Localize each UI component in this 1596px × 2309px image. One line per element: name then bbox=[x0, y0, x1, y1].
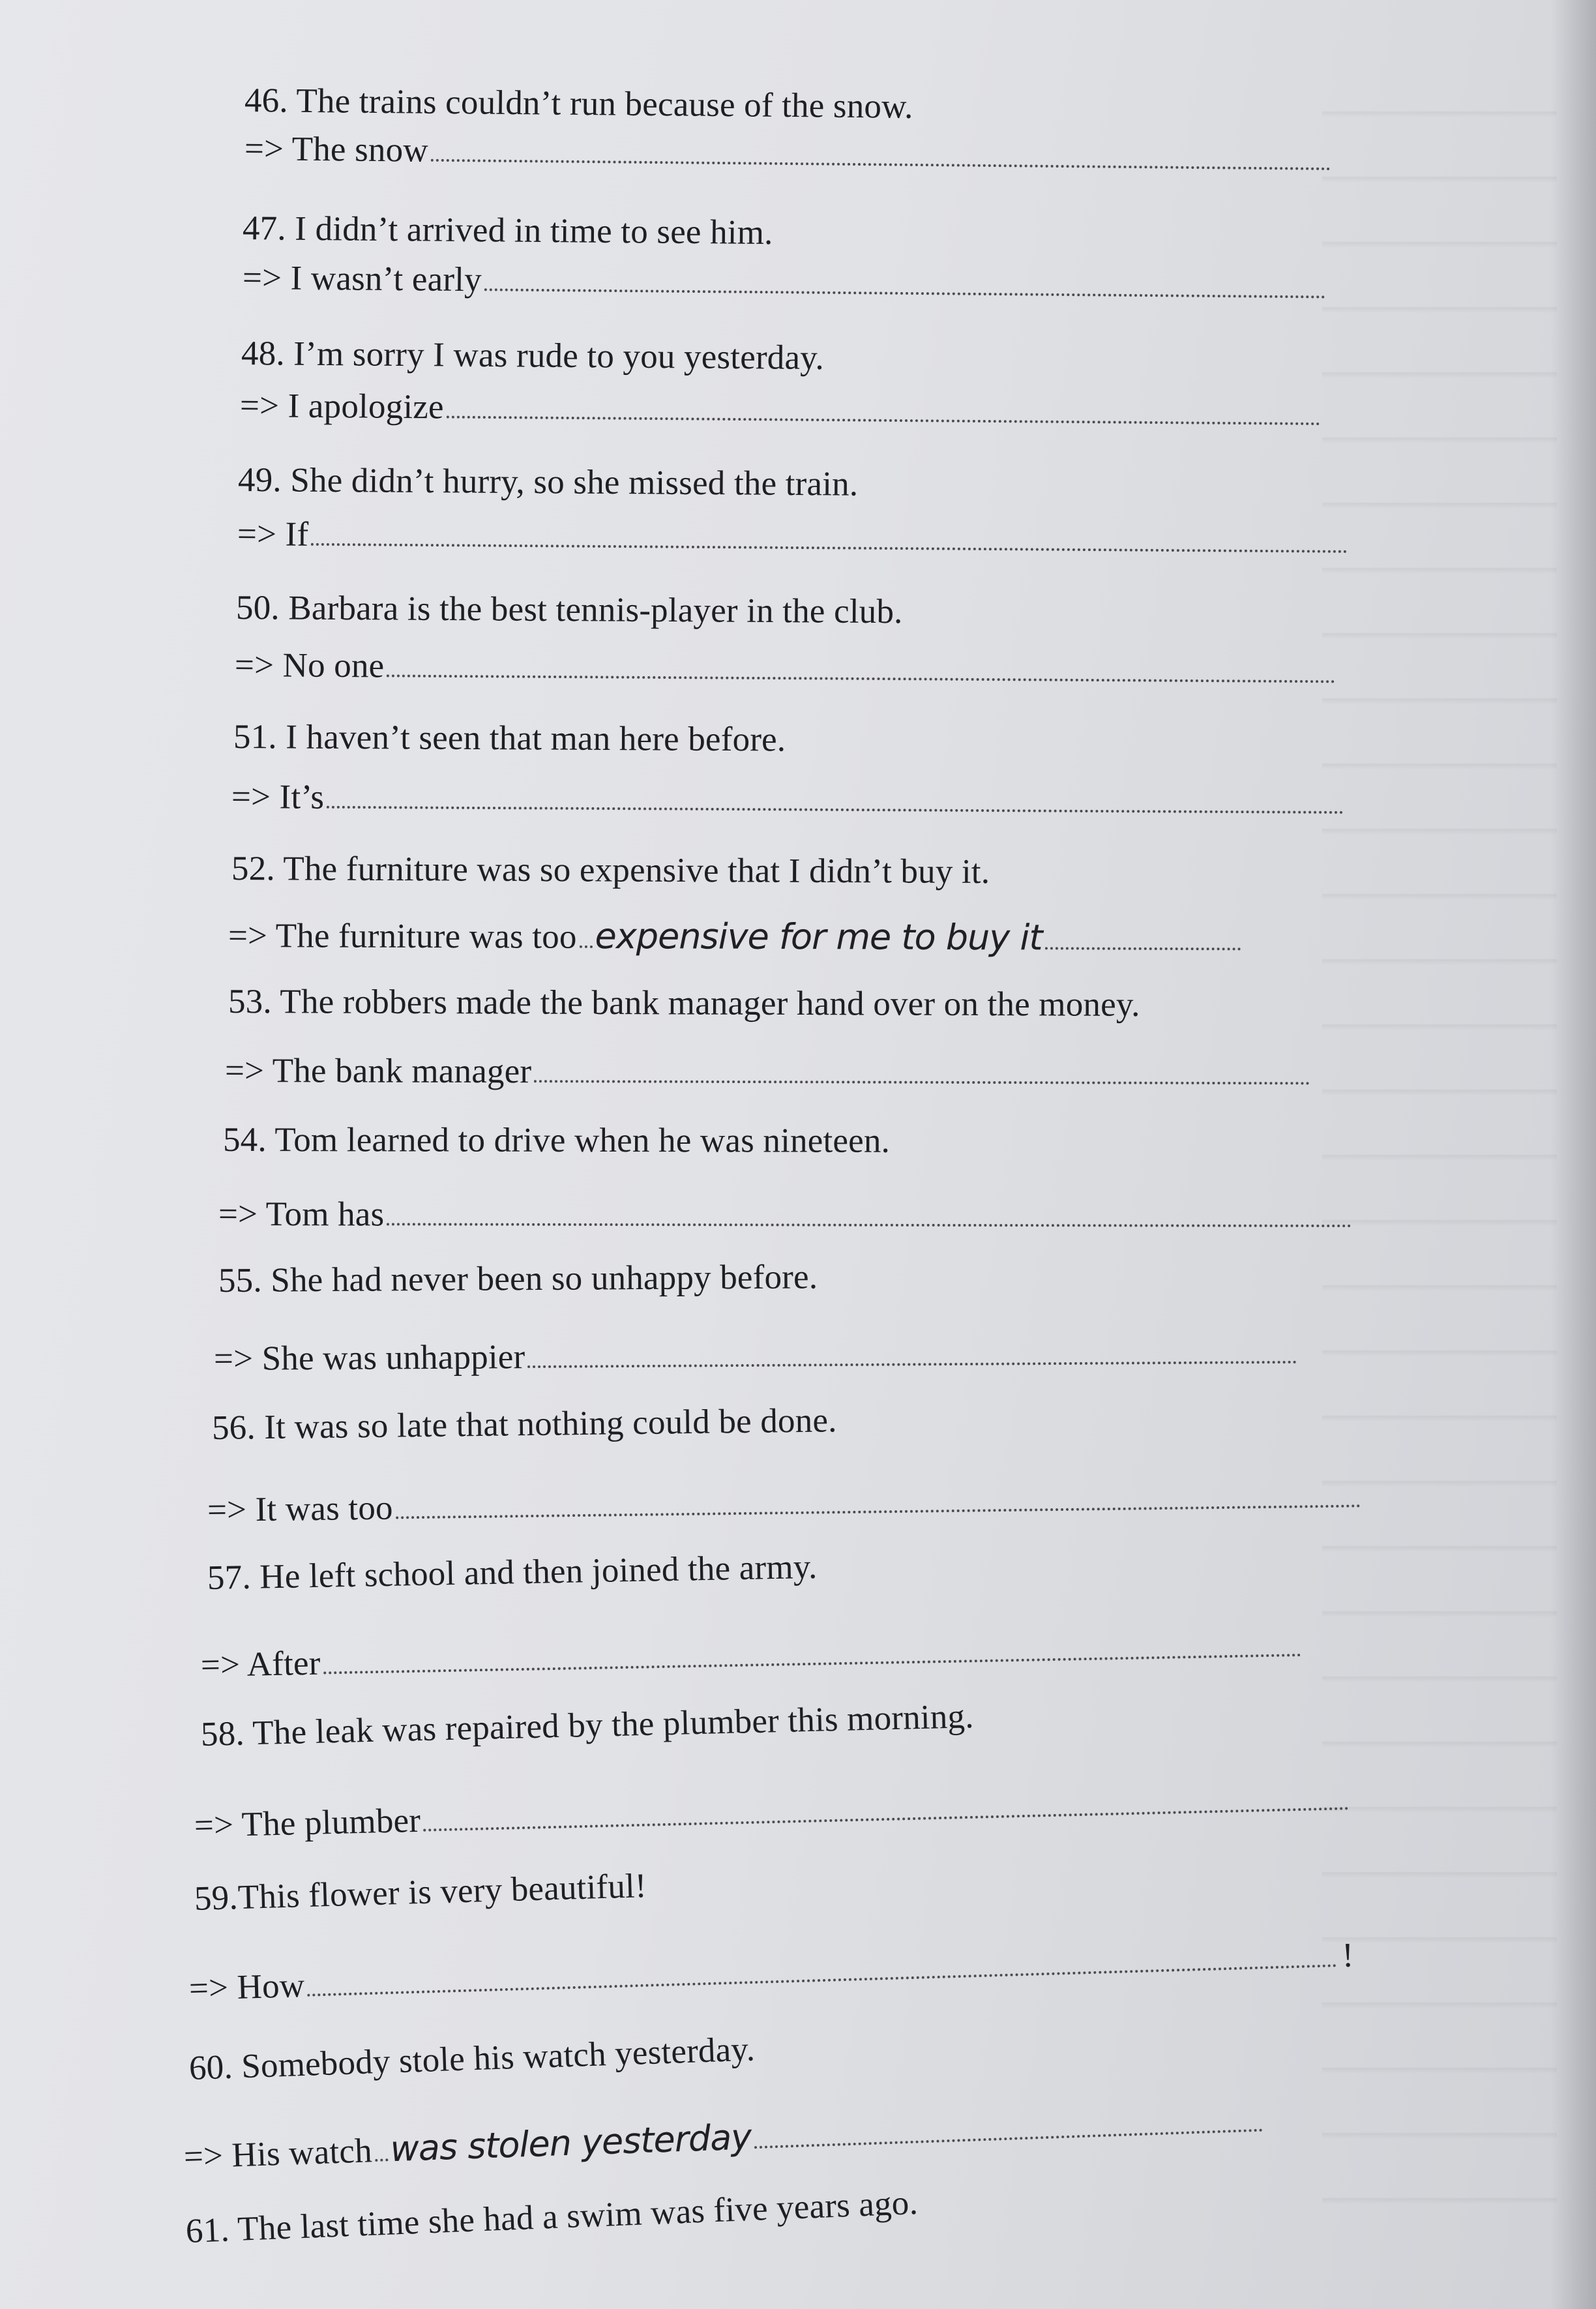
question-47 bbox=[243, 207, 773, 254]
question-number: 46. bbox=[244, 82, 289, 120]
answer-line-58[interactable] bbox=[194, 1778, 1349, 1847]
answer-prompt: => How bbox=[188, 1966, 306, 2008]
answer-line-50[interactable] bbox=[235, 644, 1336, 693]
dotted-blank[interactable] bbox=[327, 799, 1344, 814]
question-text: I haven’t seen that man here before. bbox=[286, 718, 786, 759]
question-49 bbox=[238, 459, 859, 505]
question-text: The robbers made the bank manager hand over on the money. bbox=[280, 983, 1140, 1024]
answer-prompt: => The snow bbox=[244, 130, 429, 170]
question-text: The leak was repaired by the plumber this morning. bbox=[252, 1697, 975, 1753]
answer-line-46[interactable] bbox=[244, 128, 1331, 180]
dotted-blank[interactable] bbox=[580, 939, 593, 948]
dotted-blank[interactable] bbox=[375, 2152, 388, 2162]
question-number: 48. bbox=[241, 335, 286, 373]
show-through-text bbox=[1322, 52, 1557, 2204]
question-52 bbox=[231, 848, 990, 893]
question-text: Somebody stole his watch yesterday. bbox=[241, 2030, 756, 2086]
answer-line-60[interactable] bbox=[183, 2099, 1263, 2178]
question-text: The furniture was so expensive that I didn’t buy it. bbox=[283, 850, 990, 891]
dotted-blank[interactable] bbox=[387, 668, 1335, 683]
question-text: He left school and then joined the army. bbox=[259, 1547, 818, 1596]
question-text: The last time she had a swim was five years ago. bbox=[237, 2183, 919, 2248]
answer-line-52[interactable] bbox=[228, 914, 1241, 960]
answer-prompt: => If bbox=[237, 515, 309, 554]
answer-line-53[interactable] bbox=[225, 1050, 1310, 1094]
question-56 bbox=[212, 1399, 837, 1449]
question-text: I didn’t arrived in time to see him. bbox=[295, 209, 773, 252]
dotted-blank[interactable] bbox=[311, 537, 1348, 553]
handwritten-answer[interactable]: expensive for me to buy it bbox=[595, 915, 1042, 959]
question-number: 57. bbox=[207, 1558, 252, 1597]
answer-prompt: => I apologize bbox=[239, 387, 444, 426]
question-60 bbox=[188, 2028, 756, 2089]
question-number: 53. bbox=[228, 983, 272, 1021]
dotted-blank[interactable] bbox=[527, 1354, 1297, 1368]
dotted-blank[interactable] bbox=[754, 2123, 1262, 2149]
question-text: Barbara is the best tennis-player in the club. bbox=[288, 589, 903, 631]
question-number: 47. bbox=[242, 209, 287, 248]
question-46 bbox=[244, 80, 913, 128]
question-61 bbox=[185, 2182, 919, 2252]
question-50 bbox=[236, 587, 903, 633]
dotted-blank[interactable] bbox=[431, 153, 1331, 170]
answer-prompt: => The bank manager bbox=[224, 1052, 532, 1091]
question-number: 55. bbox=[218, 1261, 263, 1300]
question-number: 50. bbox=[235, 589, 280, 627]
question-text: I’m sorry I was rude to you yesterday. bbox=[293, 335, 825, 378]
question-number: 60. bbox=[188, 2048, 233, 2087]
dotted-blank[interactable] bbox=[423, 1800, 1349, 1831]
question-53 bbox=[228, 981, 1140, 1026]
question-text: She didn’t hurry, so she missed the train. bbox=[290, 461, 859, 503]
question-57 bbox=[207, 1546, 818, 1599]
answer-line-51[interactable] bbox=[231, 776, 1344, 824]
answer-line-57[interactable] bbox=[200, 1624, 1301, 1686]
question-number: 52. bbox=[231, 850, 275, 888]
handwritten-answer[interactable]: was stolen yesterday bbox=[389, 2116, 752, 2170]
dotted-blank[interactable] bbox=[396, 1498, 1361, 1519]
answer-line-47[interactable] bbox=[243, 257, 1325, 308]
question-58 bbox=[200, 1695, 974, 1755]
dotted-blank[interactable] bbox=[447, 409, 1320, 425]
answer-prompt: => It’s bbox=[231, 778, 325, 816]
answer-prompt: => His watch bbox=[183, 2132, 373, 2176]
answer-line-55[interactable] bbox=[214, 1332, 1297, 1380]
answer-prompt: => I wasn’t early bbox=[242, 259, 482, 299]
dotted-blank[interactable] bbox=[387, 1216, 1352, 1227]
question-number: 51. bbox=[233, 718, 278, 756]
question-number: 59. bbox=[194, 1879, 239, 1918]
answer-prompt: => The furniture was too bbox=[228, 917, 577, 956]
question-number: 58. bbox=[200, 1714, 245, 1753]
question-text: She had never been so unhappy before. bbox=[271, 1258, 818, 1300]
answer-prompt: => She was unhappier bbox=[213, 1338, 525, 1378]
answer-line-56[interactable] bbox=[207, 1475, 1361, 1531]
question-54 bbox=[223, 1119, 890, 1162]
answer-prompt: => The plumber bbox=[194, 1801, 421, 1845]
question-number: 56. bbox=[211, 1408, 256, 1447]
dotted-blank[interactable] bbox=[534, 1073, 1310, 1084]
question-48 bbox=[241, 333, 824, 379]
answer-line-49[interactable] bbox=[237, 513, 1348, 563]
dotted-blank[interactable] bbox=[1044, 940, 1240, 950]
answer-prompt: => After bbox=[200, 1644, 321, 1684]
exclamation-mark: ! bbox=[1341, 1936, 1355, 1975]
question-number: 54. bbox=[222, 1121, 267, 1159]
question-text: Tom learned to drive when he was nineteen. bbox=[274, 1121, 891, 1160]
answer-line-59[interactable] bbox=[188, 1935, 1354, 2010]
question-text: It was so late that nothing could be done. bbox=[263, 1401, 837, 1447]
question-text: This flower is very beautiful! bbox=[237, 1867, 647, 1917]
answer-prompt: => No one bbox=[234, 646, 385, 685]
question-55 bbox=[218, 1256, 818, 1302]
question-number: 61. bbox=[185, 2211, 230, 2250]
dotted-blank[interactable] bbox=[323, 1647, 1301, 1674]
answer-line-54[interactable] bbox=[218, 1193, 1352, 1237]
dotted-blank[interactable] bbox=[307, 1958, 1337, 1996]
answer-line-48[interactable] bbox=[240, 385, 1320, 435]
page-edge-shadow bbox=[1550, 0, 1596, 2309]
answer-prompt: => Tom has bbox=[218, 1195, 385, 1234]
question-51 bbox=[233, 716, 786, 760]
question-number: 49. bbox=[237, 461, 282, 499]
question-text: The trains couldn’t run because of the snow. bbox=[296, 82, 913, 126]
question-59 bbox=[194, 1865, 647, 1920]
answer-prompt: => It was too bbox=[207, 1489, 393, 1529]
dotted-blank[interactable] bbox=[484, 282, 1325, 298]
